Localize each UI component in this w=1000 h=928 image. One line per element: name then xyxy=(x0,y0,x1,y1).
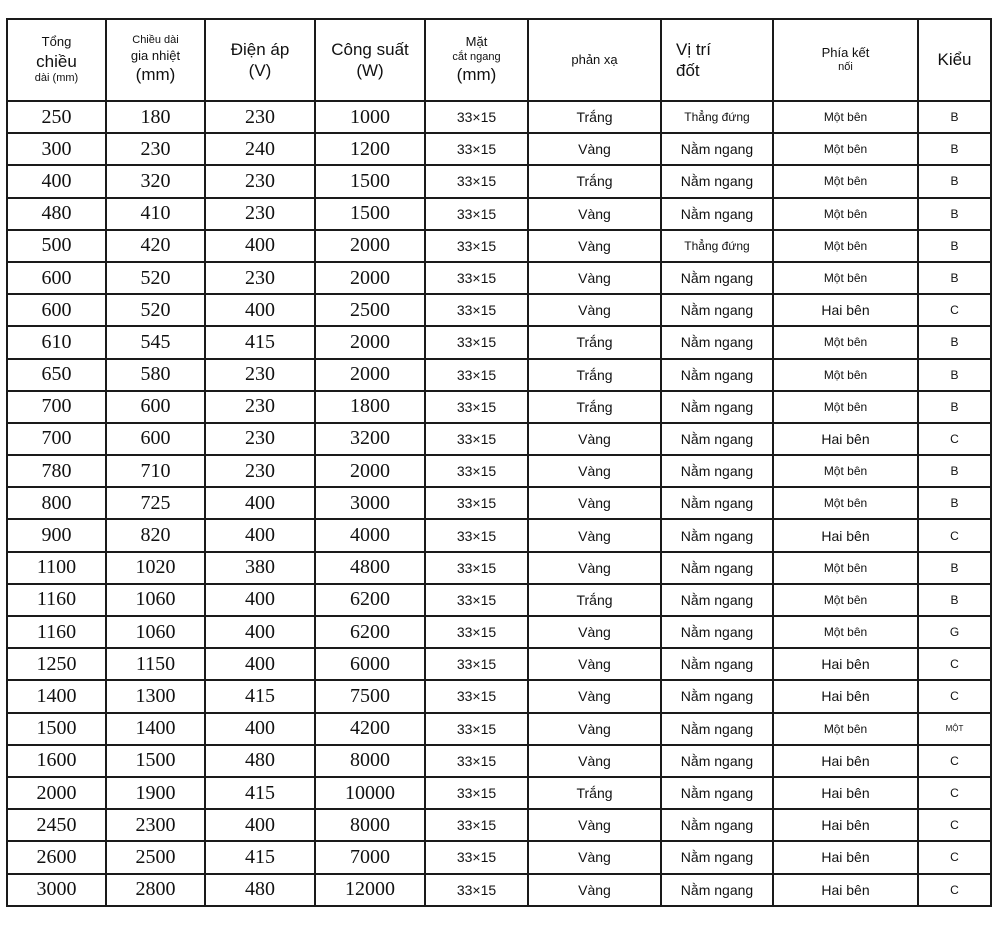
cell-type: C xyxy=(918,648,991,680)
cell-reflector: Vàng xyxy=(528,455,661,487)
cell-power: 2000 xyxy=(315,326,425,358)
cell-power: 8000 xyxy=(315,745,425,777)
cell-cross-section: 33×15 xyxy=(425,423,528,455)
cell-total-length: 500 xyxy=(7,230,106,262)
cell-connection: Một bên xyxy=(773,584,918,616)
cell-total-length: 2450 xyxy=(7,809,106,841)
cell-voltage: 415 xyxy=(205,777,315,809)
cell-position: Nằm ngang xyxy=(661,455,773,487)
cell-reflector: Trắng xyxy=(528,165,661,197)
cell-connection: Một bên xyxy=(773,713,918,745)
cell-voltage: 400 xyxy=(205,616,315,648)
cell-power: 1500 xyxy=(315,165,425,197)
cell-cross-section: 33×15 xyxy=(425,262,528,294)
cell-position: Thẳng đứng xyxy=(661,101,773,133)
cell-connection: Hai bên xyxy=(773,777,918,809)
cell-power: 6000 xyxy=(315,648,425,680)
cell-heated-length: 1300 xyxy=(106,680,205,712)
cell-reflector: Vàng xyxy=(528,874,661,906)
table-row xyxy=(7,423,991,455)
cell-type: C xyxy=(918,745,991,777)
cell-connection: Một bên xyxy=(773,262,918,294)
cell-reflector: Vàng xyxy=(528,745,661,777)
cell-voltage: 415 xyxy=(205,841,315,873)
cell-cross-section: 33×15 xyxy=(425,809,528,841)
cell-power: 2000 xyxy=(315,230,425,262)
cell-position: Nằm ngang xyxy=(661,616,773,648)
cell-connection: Một bên xyxy=(773,487,918,519)
cell-type: C xyxy=(918,519,991,551)
cell-power: 10000 xyxy=(315,777,425,809)
cell-position: Nằm ngang xyxy=(661,198,773,230)
cell-total-length: 600 xyxy=(7,262,106,294)
cell-reflector: Trắng xyxy=(528,391,661,423)
table-row xyxy=(7,487,991,519)
cell-reflector: Vàng xyxy=(528,519,661,551)
cell-position: Nằm ngang xyxy=(661,326,773,358)
cell-power: 3000 xyxy=(315,487,425,519)
cell-cross-section: 33×15 xyxy=(425,391,528,423)
cell-voltage: 230 xyxy=(205,262,315,294)
cell-reflector: Vàng xyxy=(528,198,661,230)
cell-reflector: Trắng xyxy=(528,326,661,358)
cell-voltage: 415 xyxy=(205,326,315,358)
cell-connection: Hai bên xyxy=(773,294,918,326)
cell-heated-length: 545 xyxy=(106,326,205,358)
cell-reflector: Vàng xyxy=(528,648,661,680)
cell-heated-length: 820 xyxy=(106,519,205,551)
cell-voltage: 230 xyxy=(205,423,315,455)
cell-connection: Một bên xyxy=(773,133,918,165)
cell-total-length: 610 xyxy=(7,326,106,358)
cell-position: Nằm ngang xyxy=(661,680,773,712)
cell-cross-section: 33×15 xyxy=(425,616,528,648)
cell-reflector: Vàng xyxy=(528,680,661,712)
cell-cross-section: 33×15 xyxy=(425,294,528,326)
cell-type: C xyxy=(918,423,991,455)
cell-voltage: 480 xyxy=(205,745,315,777)
cell-connection: Hai bên xyxy=(773,809,918,841)
cell-type: B xyxy=(918,391,991,423)
table-row xyxy=(7,648,991,680)
cell-type: B xyxy=(918,359,991,391)
cell-cross-section: 33×15 xyxy=(425,584,528,616)
cell-reflector: Trắng xyxy=(528,359,661,391)
cell-total-length: 300 xyxy=(7,133,106,165)
cell-reflector: Vàng xyxy=(528,133,661,165)
cell-connection: Một bên xyxy=(773,198,918,230)
cell-power: 4800 xyxy=(315,552,425,584)
cell-type: B xyxy=(918,487,991,519)
header-voltage: Điện áp (V) xyxy=(205,19,315,101)
cell-power: 4200 xyxy=(315,713,425,745)
cell-connection: Hai bên xyxy=(773,680,918,712)
cell-position: Nằm ngang xyxy=(661,552,773,584)
cell-voltage: 230 xyxy=(205,165,315,197)
cell-type: B xyxy=(918,230,991,262)
cell-heated-length: 1060 xyxy=(106,616,205,648)
cell-total-length: 700 xyxy=(7,423,106,455)
cell-connection: Một bên xyxy=(773,391,918,423)
cell-total-length: 3000 xyxy=(7,874,106,906)
cell-type: B xyxy=(918,584,991,616)
cell-connection: Hai bên xyxy=(773,841,918,873)
cell-heated-length: 1020 xyxy=(106,552,205,584)
cell-heated-length: 1060 xyxy=(106,584,205,616)
cell-voltage: 400 xyxy=(205,713,315,745)
cell-position: Nằm ngang xyxy=(661,584,773,616)
table-row xyxy=(7,584,991,616)
header-connection: Phía kết nối xyxy=(773,19,918,101)
cell-connection: Hai bên xyxy=(773,874,918,906)
cell-power: 1800 xyxy=(315,391,425,423)
cell-position: Nằm ngang xyxy=(661,874,773,906)
cell-cross-section: 33×15 xyxy=(425,455,528,487)
cell-connection: Một bên xyxy=(773,455,918,487)
cell-reflector: Vàng xyxy=(528,809,661,841)
cell-cross-section: 33×15 xyxy=(425,487,528,519)
cell-connection: Một bên xyxy=(773,552,918,584)
table-row xyxy=(7,777,991,809)
cell-total-length: 650 xyxy=(7,359,106,391)
table-body xyxy=(7,101,991,906)
table-row xyxy=(7,841,991,873)
cell-reflector: Vàng xyxy=(528,230,661,262)
header-total-length: Tổng chiều dài (mm) xyxy=(7,19,106,101)
table-row xyxy=(7,874,991,906)
table-row xyxy=(7,198,991,230)
cell-position: Nằm ngang xyxy=(661,294,773,326)
cell-total-length: 800 xyxy=(7,487,106,519)
cell-connection: Một bên xyxy=(773,359,918,391)
cell-cross-section: 33×15 xyxy=(425,326,528,358)
cell-voltage: 400 xyxy=(205,230,315,262)
cell-cross-section: 33×15 xyxy=(425,101,528,133)
cell-reflector: Vàng xyxy=(528,616,661,648)
cell-power: 4000 xyxy=(315,519,425,551)
cell-power: 6200 xyxy=(315,584,425,616)
header-heated-length: Chiều dài gia nhiệt (mm) xyxy=(106,19,205,101)
cell-power: 8000 xyxy=(315,809,425,841)
cell-heated-length: 410 xyxy=(106,198,205,230)
table-row xyxy=(7,455,991,487)
cell-total-length: 900 xyxy=(7,519,106,551)
cell-heated-length: 600 xyxy=(106,391,205,423)
cell-cross-section: 33×15 xyxy=(425,841,528,873)
cell-voltage: 400 xyxy=(205,294,315,326)
cell-total-length: 600 xyxy=(7,294,106,326)
cell-voltage: 400 xyxy=(205,648,315,680)
cell-position: Nằm ngang xyxy=(661,648,773,680)
cell-power: 2000 xyxy=(315,455,425,487)
header-cross-section: Mặt cắt ngang (mm) xyxy=(425,19,528,101)
cell-position: Nằm ngang xyxy=(661,713,773,745)
cell-type: C xyxy=(918,841,991,873)
cell-total-length: 2600 xyxy=(7,841,106,873)
cell-connection: Hai bên xyxy=(773,423,918,455)
cell-reflector: Vàng xyxy=(528,262,661,294)
cell-heated-length: 1400 xyxy=(106,713,205,745)
cell-total-length: 1600 xyxy=(7,745,106,777)
cell-type: C xyxy=(918,680,991,712)
cell-total-length: 400 xyxy=(7,165,106,197)
table-row xyxy=(7,713,991,745)
cell-voltage: 400 xyxy=(205,519,315,551)
cell-type: C xyxy=(918,294,991,326)
header-row xyxy=(7,19,991,101)
cell-heated-length: 520 xyxy=(106,262,205,294)
cell-position: Nằm ngang xyxy=(661,519,773,551)
table-row xyxy=(7,745,991,777)
cell-position: Nằm ngang xyxy=(661,745,773,777)
cell-power: 6200 xyxy=(315,616,425,648)
cell-position: Nằm ngang xyxy=(661,809,773,841)
cell-cross-section: 33×15 xyxy=(425,648,528,680)
cell-cross-section: 33×15 xyxy=(425,874,528,906)
cell-type: C xyxy=(918,809,991,841)
cell-position: Nằm ngang xyxy=(661,262,773,294)
cell-power: 2000 xyxy=(315,262,425,294)
cell-heated-length: 180 xyxy=(106,101,205,133)
cell-voltage: 480 xyxy=(205,874,315,906)
cell-type: B xyxy=(918,101,991,133)
cell-connection: Một bên xyxy=(773,165,918,197)
cell-reflector: Vàng xyxy=(528,552,661,584)
cell-voltage: 400 xyxy=(205,584,315,616)
cell-heated-length: 1900 xyxy=(106,777,205,809)
cell-cross-section: 33×15 xyxy=(425,519,528,551)
header-reflector: phản xạ xyxy=(528,19,661,101)
cell-total-length: 1100 xyxy=(7,552,106,584)
cell-position: Nằm ngang xyxy=(661,777,773,809)
cell-heated-length: 2300 xyxy=(106,809,205,841)
cell-heated-length: 2800 xyxy=(106,874,205,906)
cell-total-length: 780 xyxy=(7,455,106,487)
cell-position: Nằm ngang xyxy=(661,841,773,873)
cell-reflector: Vàng xyxy=(528,841,661,873)
cell-heated-length: 230 xyxy=(106,133,205,165)
cell-type: G xyxy=(918,616,991,648)
cell-power: 7500 xyxy=(315,680,425,712)
cell-cross-section: 33×15 xyxy=(425,680,528,712)
cell-position: Nằm ngang xyxy=(661,487,773,519)
table-row xyxy=(7,294,991,326)
cell-total-length: 1160 xyxy=(7,584,106,616)
cell-cross-section: 33×15 xyxy=(425,552,528,584)
cell-total-length: 1500 xyxy=(7,713,106,745)
cell-connection: Một bên xyxy=(773,230,918,262)
cell-total-length: 250 xyxy=(7,101,106,133)
cell-heated-length: 600 xyxy=(106,423,205,455)
cell-cross-section: 33×15 xyxy=(425,230,528,262)
cell-voltage: 230 xyxy=(205,391,315,423)
cell-voltage: 230 xyxy=(205,455,315,487)
header-power: Công suất (W) xyxy=(315,19,425,101)
cell-heated-length: 1150 xyxy=(106,648,205,680)
cell-position: Nằm ngang xyxy=(661,359,773,391)
cell-voltage: 415 xyxy=(205,680,315,712)
cell-power: 2500 xyxy=(315,294,425,326)
cell-heated-length: 420 xyxy=(106,230,205,262)
table-row xyxy=(7,616,991,648)
table-row xyxy=(7,230,991,262)
cell-total-length: 1160 xyxy=(7,616,106,648)
cell-heated-length: 520 xyxy=(106,294,205,326)
table-row xyxy=(7,519,991,551)
cell-power: 1500 xyxy=(315,198,425,230)
header-type: Kiểu xyxy=(918,19,991,101)
cell-heated-length: 580 xyxy=(106,359,205,391)
cell-reflector: Trắng xyxy=(528,584,661,616)
cell-type: MỘT xyxy=(918,713,991,745)
cell-type: B xyxy=(918,133,991,165)
table-row xyxy=(7,552,991,584)
table-row xyxy=(7,809,991,841)
cell-reflector: Vàng xyxy=(528,713,661,745)
cell-power: 2000 xyxy=(315,359,425,391)
cell-type: B xyxy=(918,198,991,230)
cell-type: B xyxy=(918,165,991,197)
cell-connection: Hai bên xyxy=(773,648,918,680)
cell-type: C xyxy=(918,874,991,906)
header-position: Vị trí đốt xyxy=(661,19,773,101)
cell-reflector: Trắng xyxy=(528,101,661,133)
cell-power: 3200 xyxy=(315,423,425,455)
cell-connection: Một bên xyxy=(773,326,918,358)
cell-reflector: Vàng xyxy=(528,294,661,326)
cell-position: Nằm ngang xyxy=(661,423,773,455)
cell-cross-section: 33×15 xyxy=(425,359,528,391)
cell-power: 7000 xyxy=(315,841,425,873)
cell-type: B xyxy=(918,262,991,294)
cell-connection: Một bên xyxy=(773,101,918,133)
cell-heated-length: 1500 xyxy=(106,745,205,777)
cell-type: B xyxy=(918,552,991,584)
cell-position: Nằm ngang xyxy=(661,391,773,423)
cell-power: 1000 xyxy=(315,101,425,133)
spec-table xyxy=(6,18,992,907)
cell-connection: Hai bên xyxy=(773,745,918,777)
cell-heated-length: 320 xyxy=(106,165,205,197)
cell-total-length: 700 xyxy=(7,391,106,423)
cell-voltage: 230 xyxy=(205,359,315,391)
table-row xyxy=(7,262,991,294)
cell-total-length: 480 xyxy=(7,198,106,230)
cell-power: 1200 xyxy=(315,133,425,165)
cell-voltage: 400 xyxy=(205,809,315,841)
cell-power: 12000 xyxy=(315,874,425,906)
cell-total-length: 1400 xyxy=(7,680,106,712)
table-row xyxy=(7,391,991,423)
table-row xyxy=(7,680,991,712)
cell-total-length: 1250 xyxy=(7,648,106,680)
cell-heated-length: 725 xyxy=(106,487,205,519)
cell-reflector: Vàng xyxy=(528,487,661,519)
table-row xyxy=(7,359,991,391)
cell-connection: Hai bên xyxy=(773,519,918,551)
cell-voltage: 230 xyxy=(205,101,315,133)
cell-voltage: 400 xyxy=(205,487,315,519)
cell-heated-length: 2500 xyxy=(106,841,205,873)
cell-cross-section: 33×15 xyxy=(425,777,528,809)
cell-total-length: 2000 xyxy=(7,777,106,809)
cell-type: B xyxy=(918,455,991,487)
cell-cross-section: 33×15 xyxy=(425,745,528,777)
cell-voltage: 380 xyxy=(205,552,315,584)
cell-position: Nằm ngang xyxy=(661,165,773,197)
cell-position: Nằm ngang xyxy=(661,133,773,165)
cell-cross-section: 33×15 xyxy=(425,165,528,197)
cell-cross-section: 33×15 xyxy=(425,198,528,230)
table-row xyxy=(7,326,991,358)
cell-position: Thẳng đứng xyxy=(661,230,773,262)
cell-type: C xyxy=(918,777,991,809)
cell-cross-section: 33×15 xyxy=(425,133,528,165)
cell-connection: Một bên xyxy=(773,616,918,648)
cell-type: B xyxy=(918,326,991,358)
table-row xyxy=(7,101,991,133)
cell-reflector: Vàng xyxy=(528,423,661,455)
table-row xyxy=(7,165,991,197)
cell-voltage: 240 xyxy=(205,133,315,165)
table-row xyxy=(7,133,991,165)
cell-cross-section: 33×15 xyxy=(425,713,528,745)
cell-voltage: 230 xyxy=(205,198,315,230)
cell-reflector: Trắng xyxy=(528,777,661,809)
cell-heated-length: 710 xyxy=(106,455,205,487)
